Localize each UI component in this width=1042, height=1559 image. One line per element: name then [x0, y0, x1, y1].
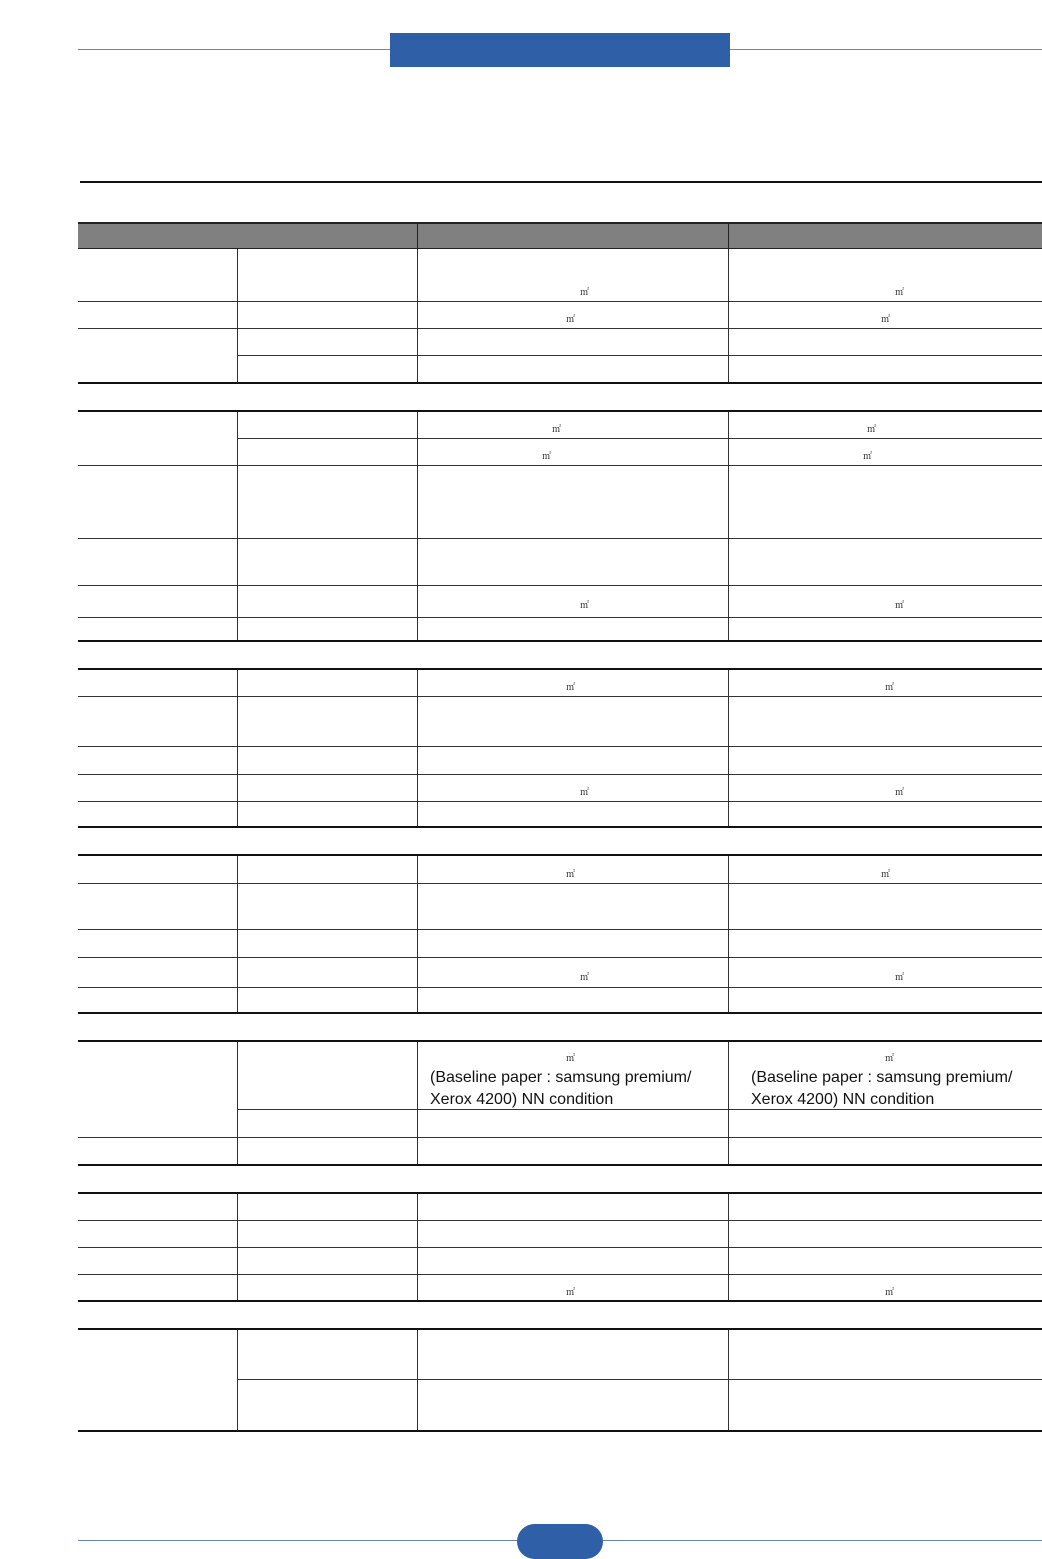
baseline-paper-note: Xerox 4200) NN condition: [751, 1091, 935, 1108]
area-unit: ㎡: [863, 451, 873, 461]
table-row: [78, 930, 1042, 958]
baseline-paper-note: (Baseline paper : samsung premium/: [751, 1069, 1013, 1086]
area-unit: ㎡: [895, 787, 905, 797]
section-divider: [78, 1302, 1042, 1330]
table-row: [78, 539, 1042, 586]
section-divider: [78, 1166, 1042, 1194]
area-unit: ㎡: [895, 287, 905, 297]
table-row: [78, 697, 1042, 747]
area-unit: ㎡: [566, 314, 576, 324]
table-row: [78, 1248, 1042, 1275]
area-unit: ㎡: [885, 1287, 895, 1297]
area-unit: ㎡: [580, 287, 590, 297]
area-unit: ㎡: [881, 869, 891, 879]
table-row: [78, 249, 1042, 302]
area-unit: ㎡: [566, 1287, 576, 1297]
area-unit: ㎡: [542, 451, 552, 461]
baseline-paper-note: (Baseline paper : samsung premium/: [430, 1069, 692, 1086]
title-divider: [80, 181, 1042, 183]
table-row: [78, 1221, 1042, 1248]
section-header-band: [390, 33, 730, 67]
section-divider: [78, 1014, 1042, 1042]
table-row: [78, 1138, 1042, 1166]
table-row: [78, 1275, 1042, 1302]
table-row: [238, 439, 1042, 466]
section-divider: [78, 384, 1042, 412]
table-row: [78, 988, 1042, 1014]
table-header-row: [78, 222, 1042, 249]
area-unit: ㎡: [867, 424, 877, 434]
header-cell-model-b: [729, 224, 1042, 248]
area-unit: ㎡: [881, 314, 891, 324]
table-row: [238, 329, 1042, 356]
area-unit: ㎡: [580, 600, 590, 610]
area-unit: ㎡: [885, 682, 895, 692]
area-unit: ㎡: [566, 1053, 576, 1063]
table-row: [78, 586, 1042, 618]
table-row: [238, 412, 1042, 439]
table-row: [78, 884, 1042, 930]
area-unit: ㎡: [885, 1053, 895, 1063]
table-row: [78, 802, 1042, 828]
table-row: [78, 618, 1042, 642]
area-unit: ㎡: [895, 600, 905, 610]
table-row: [238, 1042, 1042, 1110]
area-unit: ㎡: [580, 972, 590, 982]
table-row: [78, 958, 1042, 988]
baseline-paper-note: Xerox 4200) NN condition: [430, 1091, 614, 1108]
header-cell-item: [78, 224, 418, 248]
specification-table: [78, 222, 1042, 1432]
table-row: [78, 302, 1042, 329]
table-row: [78, 670, 1042, 697]
section-divider: [78, 828, 1042, 856]
section-divider: [78, 642, 1042, 670]
table-row: [78, 747, 1042, 775]
table-row: [238, 1380, 1042, 1432]
table-row: [78, 856, 1042, 884]
area-unit: ㎡: [552, 424, 562, 434]
table-row: [238, 1110, 1042, 1138]
table-row: [78, 1194, 1042, 1221]
header-cell-model-a: [418, 224, 729, 248]
table-row: [238, 1330, 1042, 1380]
table-row: [78, 775, 1042, 802]
area-unit: ㎡: [895, 972, 905, 982]
area-unit: ㎡: [580, 787, 590, 797]
table-row: [78, 466, 1042, 539]
area-unit: ㎡: [566, 869, 576, 879]
area-unit: ㎡: [566, 682, 576, 692]
table-row: [238, 356, 1042, 384]
page-number-badge: [517, 1524, 603, 1559]
